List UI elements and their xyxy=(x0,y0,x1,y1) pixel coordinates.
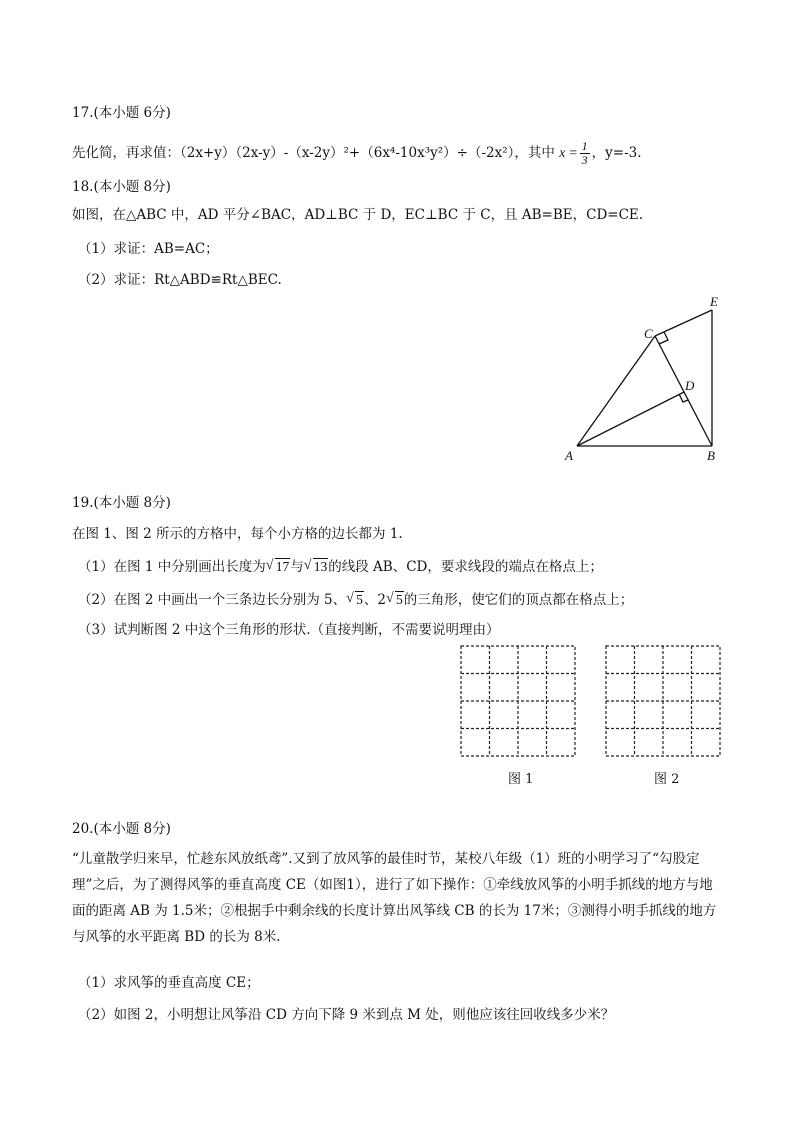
q19-p1-text-a: （1）在图 1 中分别画出长度为 xyxy=(78,559,266,575)
label-a: A xyxy=(565,448,573,463)
segment-ce xyxy=(655,310,712,336)
q18-part2: （2）求证：Rt△ABD≌Rt△BEC. xyxy=(78,272,282,288)
label-d: D xyxy=(685,378,695,393)
q17-fraction: $\frac{1}{3}$ xyxy=(581,139,588,167)
q18-intro: 如图，在△ABC 中，AD 平分∠BAC，AD⊥BC 于 D，EC⊥BC 于 C，且 AB=BE，CD=CE. xyxy=(72,207,644,223)
q19-p1-text-b: 与 xyxy=(290,559,304,575)
label-c: C xyxy=(644,326,653,341)
q17-title: 17.(本小题 6分) xyxy=(72,105,171,121)
q19-p2-root5: √ 5 xyxy=(346,591,363,607)
q19-p2-text-a: （2）在图 2 中画出一个三条边长分别为 5、 xyxy=(78,592,347,608)
segment-ac xyxy=(577,336,655,446)
q19-grid-2 xyxy=(605,645,722,757)
q19-fig1-caption: 图 1 xyxy=(508,772,534,787)
q19-p2-text-c: 的三角形，使它们的顶点都在格点上； xyxy=(403,592,634,608)
label-e: E xyxy=(710,294,718,309)
q19-title: 19.(本小题 8分) xyxy=(72,495,171,511)
q19-part2 xyxy=(78,591,633,609)
q17-x-eq: x = xyxy=(559,145,578,160)
segment-ad xyxy=(577,392,684,446)
q20-part1: （1）求风筝的垂直高度 CE； xyxy=(78,975,260,991)
q19-p2-root5-b: √ 5 xyxy=(385,591,403,607)
q20-part2: （2）如图 2，小明想让风筝沿 CD 方向下降 9 米到点 M 处，则他应该往回收线多少米？ xyxy=(78,1007,615,1023)
q17-statement xyxy=(72,140,642,167)
q19-p1-root17: √ 17 xyxy=(265,558,290,574)
q20-paragraph: “儿童散学归来早，忙趁东风放纸鸢”.又到了放风筝的最佳时节，某校八年级（1）班的小明学习了“勾股定理”之后，为了测得风筝的垂直高度 CE（如图1），进行了如下操作：①牵线放风筝的小明手抓线的地方与地面的距离 AB 为 1.5米；②根据手中剩余线的长度计算出风筝线 CB 的长为 17米；③测得小明手抓线的地方与风筝的水平距离 BD 的长为 8米. xyxy=(72,851,717,945)
q19-grid-1 xyxy=(460,645,577,757)
label-b: B xyxy=(707,448,715,463)
q19-part1 xyxy=(78,558,603,576)
q19-part3: （3）试判断图 2 中这个三角形的形状.（直接判断，不需要说明理由） xyxy=(78,622,500,638)
q20-title: 20.(本小题 8分) xyxy=(72,821,171,837)
segment-cb xyxy=(655,336,712,446)
q19-intro: 在图 1、图 2 所示的方格中，每个小方格的边长都为 1. xyxy=(72,526,403,542)
q18-triangle-figure xyxy=(555,290,730,465)
q19-p1-text-c: 的线段 AB、CD，要求线段的端点在格点上； xyxy=(328,559,603,575)
q19-p2-text-b: 、2 xyxy=(363,592,386,608)
q18-part1: （1）求证：AB=AC； xyxy=(78,241,219,257)
q17-text-b: ，y=-3. xyxy=(591,145,642,161)
q19-fig2-caption: 图 2 xyxy=(654,772,680,787)
q18-title: 18.(本小题 8分) xyxy=(72,179,171,195)
q19-p1-root13: √ 13 xyxy=(303,558,328,574)
q17-text-a: 先化简，再求值：（2x+y）（2x-y）-（x-2y）²+（6x⁴-10x³y²）÷（-2x²），其中 xyxy=(72,145,560,161)
